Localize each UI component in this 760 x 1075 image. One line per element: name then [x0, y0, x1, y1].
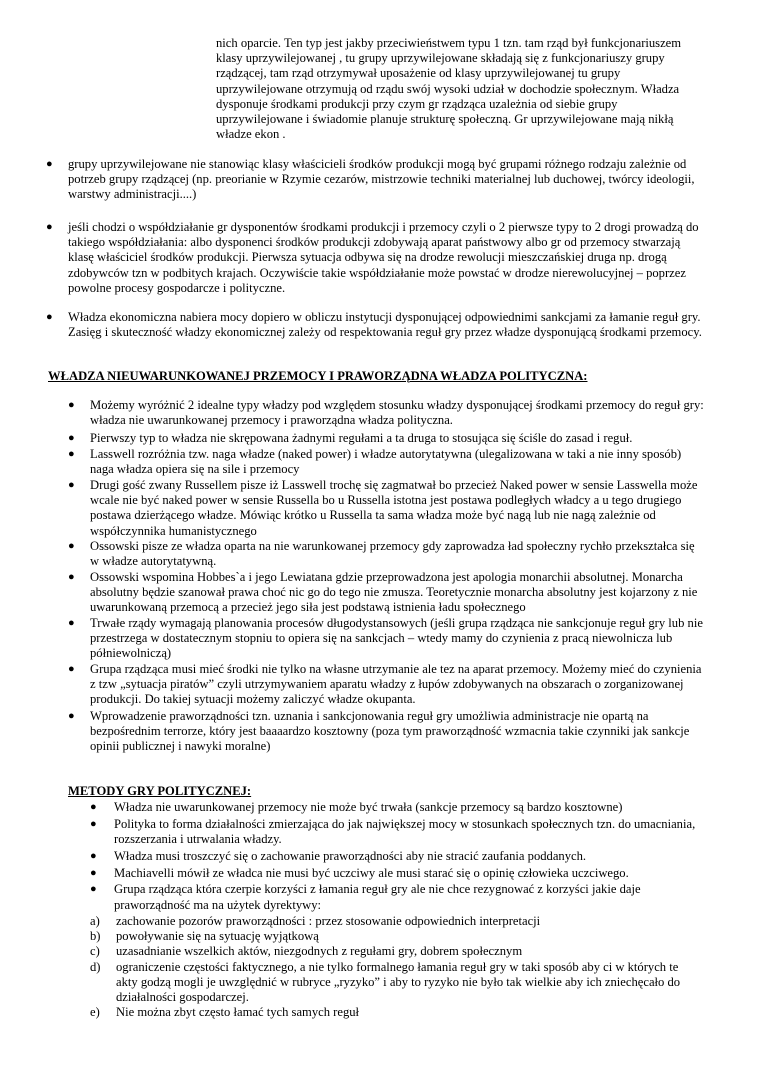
list-marker: c) — [90, 944, 100, 959]
list-item-text: Wprowadzenie praworządności tzn. uznania i sankcjonowania reguł gry umożliwia administracje nie opartą na bezpośrednim terrorze, który jest baaaardzo kosztowny (poza tym praworządność wzmacnia takie czynniki jak sankcje opinii publicznej i nawyki moralne) — [90, 709, 690, 754]
list-marker: b) — [90, 929, 101, 944]
list-item-text: Pierwszy typ to władza nie skrępowana żadnymi regułami a ta druga to stosująca się ściśle do zasad i reguł. — [90, 431, 633, 445]
bullet-icon: ● — [68, 399, 75, 411]
lettered-list — [90, 914, 702, 1020]
list-item — [46, 157, 703, 203]
list-item — [90, 817, 702, 847]
list-item — [68, 616, 705, 662]
list-item — [68, 662, 705, 708]
bullet-icon: ● — [68, 663, 75, 675]
list-item-text: Nie można zbyt często łamać tych samych reguł — [116, 1005, 360, 1020]
section-heading: METODY GRY POLITYCZNEJ: — [68, 784, 252, 798]
list-item-text: Możemy wyróżnić 2 idealne typy władzy pod względem stosunku władzy dysponującej środkami przemocy do reguł gry: władza nie uwarunkowanej przemocy i praworządna władza polityczna. — [90, 398, 704, 428]
bullet-icon: ● — [90, 866, 97, 879]
list-marker: e) — [90, 1005, 100, 1020]
list-item-text: jeśli chodzi o współdziałanie gr dysponentów środkami produkcji i przemocy czyli o 2 pierwsze typy to 2 drogi prowadzą do takiego współdziałania: albo dysponenci środków produkcji zdobywają aparat państwowy albo gr od przemocy stwarzają klasę właściciel środków produkcji. Pierwsza sytuacja odbywa się na drodze rewolucji mieszczańskiej druga np. drogą zdobywców tzn w podbitych krajach. Oczywiście takie współdziałanie może powstać w drodze nierewolucyjnej – poprzez powolne procesy gospodarcze i polityczne. — [68, 220, 699, 295]
list-item-text: powoływanie się na sytuację wyjątkową — [116, 929, 319, 944]
list-item — [46, 220, 703, 296]
list-item-text: Ossowski pisze ze władza oparta na nie warunkowanej przemocy gdy zaprowadza ład społeczny rychło przekształca się w władze autorytatywną. — [90, 539, 695, 569]
list-item — [90, 866, 702, 881]
bullet-icon: ● — [68, 448, 75, 460]
intro-paragraph: nich oparcie. Ten typ jest jakby przeciwieństwem typu 1 tzn. tam rząd był funkcjonariuszem klasy uprzywilejowanej , tu grupy uprzywilejowane składają się z funkcjonariuszy grupy rządzącej, tam rząd otrzymywał uposażenie od klasy uprzywilejowanej tu grupy uprzywilejowane otrzymują od rządu swój wysoki udział w dochodzie społecznym. Władza dysponuje środkami produkcji przy czym gr rządząca uzależnia od siebie grupy uprzywilejowane i świadomie planuje strukturę społeczną. Gr uprzywilejowane mają nikłą władze ekon . — [216, 36, 682, 142]
list-marker: d) — [90, 959, 101, 974]
list-item — [68, 570, 705, 616]
list-item — [68, 431, 705, 446]
list-item-text: Polityka to forma działalności zmierzająca do jak największej mocy w stosunkach społecznych tzn. do umacniania, rozszerzania i utrwalania władzy. — [114, 816, 696, 846]
list-item-text: zachowanie pozorów praworządności : przez stosowanie odpowiednich interpretacji — [116, 914, 541, 928]
list-item-text: uzasadnianie wszelkich aktów, niezgodnych z regułami gry, dobrem społecznym — [116, 944, 523, 959]
list-item — [68, 709, 705, 755]
bullet-icon: ● — [68, 432, 75, 444]
list-item — [90, 929, 702, 944]
list-item-text: Władza musi troszczyć się o zachowanie praworządności aby nie stracić zaufania poddanych. — [114, 848, 587, 863]
list-item — [90, 849, 702, 864]
bullet-icon: ● — [68, 617, 75, 629]
bullet-icon: ● — [90, 801, 97, 813]
list-marker: a) — [90, 914, 100, 928]
list-item-text: grupy uprzywilejowane nie stanowiąc klasy właścicieli środków produkcji mogą być grupami różnego rodzaju zależnie od potrzeb grupy rządzącej (np. preorianie w Rzymie cezarów, mistrzowie techniki materialnej lub duchowej, twórcy ideologii, warstwy administracji....) — [68, 157, 695, 202]
bullet-icon: ● — [46, 158, 53, 170]
bullet-icon: ● — [90, 883, 97, 896]
list-item — [90, 882, 702, 912]
list-item — [90, 800, 702, 815]
bullet-icon: ● — [46, 311, 53, 323]
list-item-text: Drugi gość zwany Russellem pisze iż Lasswell trochę się zagmatwał bo przecież Naked power w sensie Lasswella może wcale nie być naked power w sensie Russella bo u Russella istotna jest postawa podległych władcy a u tego drugiego postawa dzierżącego władze. Mówiąc krótko u Russella ta sama władza może być nagą lub nie nagą zależnie od współczynnika humanistycznego — [90, 478, 698, 538]
list-item — [90, 914, 702, 929]
bullet-icon: ● — [68, 479, 75, 491]
bullet-icon: ● — [90, 849, 97, 862]
bullet-icon: ● — [90, 817, 97, 830]
list-item — [68, 478, 705, 539]
list-item — [90, 1005, 702, 1020]
section-heading: WŁADZA NIEUWARUNKOWANEJ PRZEMOCY I PRAWORZĄDNA WŁADZA POLITYCZNA: — [48, 369, 588, 383]
bullet-icon: ● — [68, 540, 75, 552]
list-item — [90, 944, 702, 959]
list-item — [90, 960, 702, 1006]
bullet-icon: ● — [68, 571, 75, 583]
list-item-text: Machiavelli mówił ze władca nie musi być uczciwy ale musi starać się o opinię człowieka uczciwego. — [114, 865, 629, 880]
methods-list — [90, 800, 702, 914]
bullet-icon: ● — [46, 221, 53, 233]
list-item-text: Lasswell rozróżnia tzw. naga władze (naked power) i władze autorytatywna (ulegalizowana w taki a nie inny sposób) naga władza opiera się na sile i przemocy — [90, 447, 682, 477]
list-item-text: Trwałe rządy wymagają planowania procesów długodystansowych (jeśli grupa rządząca nie sankcjonuje reguł gry lub nie przestrzega w dostatecznym stopniu to opiera się na sankcjach – wtedy mamy do czynienia z pracą niewolnicza lub półniewolniczą) — [90, 616, 703, 661]
list-item-text: Grupa rządząca musi mieć środki nie tylko na własne utrzymanie ale tez na aparat przemocy. Możemy mieć do czynienia z tzw „sytuacja piratów” czyli utrzymywaniem aparatu władzy z łupów zdobywanych na obszarach o zorganizowanej produkcji. Do takiej sytuacji możemy zaliczyć władze okupanta. — [90, 662, 702, 707]
list-item-text: Władza ekonomiczna nabiera mocy dopiero w obliczu instytucji dysponującej odpowiednimi sankcjami za łamanie reguł gry. Zasięg i skuteczność władzy ekonomicznej zależy od respektowania reguł gry przez władze dysponującą środkami przemocy. — [68, 310, 702, 340]
list-item-text: ograniczenie częstości faktycznego, a nie tylko formalnego łamania reguł gry w taki sposób aby ci w których te akty godzą mogli je uwzględnić w rubryce „ryzyko” i aby to ryzyko nie było tak wielkie aby ich zniechęcało do działalności gospodarczej. — [116, 959, 681, 1005]
list-item — [68, 539, 705, 569]
list-item-text: Władza nie uwarunkowanej przemocy nie może być trwała (sankcje przemocy są bardzo kosztowne) — [114, 800, 623, 814]
list-item — [68, 447, 705, 477]
list-item-text: Ossowski wspomina Hobbes`a i jego Lewiatana gdzie przeprowadzona jest apologia monarchii absolutnej. Monarcha absolutny będzie szanował prawa choć nic go do tego nie zmusza. Teoretycznie monarcha absolutny jest kojarzony z nie uwarunkowaną przemocą a przecież jego siła jest podstawą istnienia ładu społecznego — [90, 570, 698, 615]
list-item — [46, 310, 703, 340]
bullet-icon: ● — [68, 710, 75, 722]
list-item-text: Grupa rządząca która czerpie korzyści z łamania reguł gry ale nie chce rezygnować z korzyści jakie daje praworządność ma na użytek dyrektywy: — [114, 882, 641, 912]
list-item — [68, 398, 705, 428]
